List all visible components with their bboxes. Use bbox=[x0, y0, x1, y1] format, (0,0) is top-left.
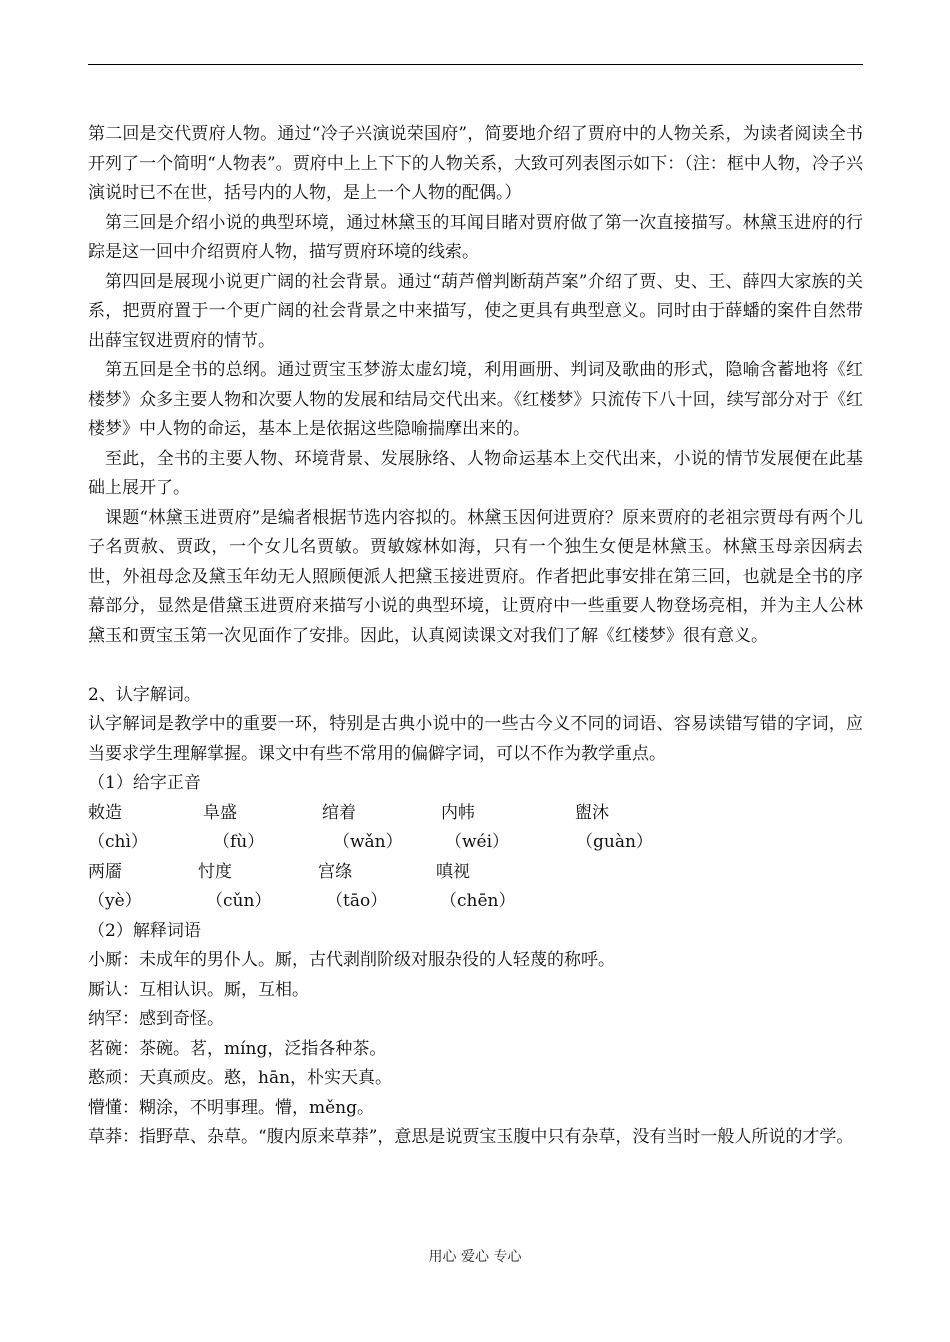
blank-line bbox=[88, 651, 863, 681]
paragraph-chapter5: 第五回是全书的总纲。通过贾宝玉梦游太虚幻境，利用画册、判词及歌曲的形式，隐喻含蓄地将《红楼梦》众多主要人物和次要人物的发展和结局交代出来。《红楼梦》只流传下八十回，续写部分对于《红楼梦》中人物的命运，基本上是依据这些隐喻揣摩出来的。 bbox=[88, 360, 863, 439]
definition-item: 茗碗：茶碗。茗，míng，泛指各种茶。 bbox=[88, 1038, 387, 1059]
pinyin: （wéi） bbox=[445, 832, 510, 852]
word: 敕造 bbox=[88, 802, 122, 823]
word: 嗔视 bbox=[436, 861, 470, 882]
pinyin: （tāo） bbox=[326, 891, 388, 911]
definition-item: 憨顽：天真顽皮。憨，hān，朴实天真。 bbox=[88, 1068, 393, 1088]
section-intro: 认字解词是教学中的重要一环，特别是古典小说中的一些古今义不同的词语、容易读错写错的字词，应当要求学生理解掌握。课文中有些不常用的偏僻字词，可以不作为教学重点。 bbox=[88, 714, 863, 764]
definitions-heading: （2）解释词语 bbox=[88, 920, 201, 941]
word: 两靥 bbox=[88, 861, 122, 882]
paragraph-summary: 至此，全书的主要人物、环境背景、发展脉络、人物命运基本上交代出来，小说的情节发展便在此基础上展开了。 bbox=[88, 448, 863, 498]
pinyin: （wǎn） bbox=[333, 832, 403, 852]
word: 宫绦 bbox=[318, 861, 352, 882]
pronunciation-pinyin-row-1 bbox=[88, 828, 863, 858]
paragraph-chapter3: 第三回是介绍小说的典型环境，通过林黛玉的耳闻目睹对贾府做了第一次直接描写。林黛玉进府的行踪是这一回中介绍贾府人物，描写贾府环境的线索。 bbox=[88, 212, 863, 262]
pronunciation-pinyin-row-2 bbox=[88, 887, 863, 917]
pronunciation-words-row-2 bbox=[88, 858, 863, 888]
definition-item: 厮认：互相认识。厮，互相。 bbox=[88, 979, 309, 1000]
document-body bbox=[88, 120, 863, 1153]
definition-item: 懵懂：糊涂，不明事理。懵，měng。 bbox=[88, 1097, 375, 1118]
definition-item: 草莽：指野草、杂草。“腹内原来草莽”，意思是说贾宝玉腹中只有杂草，没有当时一般人所说的才学。 bbox=[88, 1127, 854, 1147]
word: 阜盛 bbox=[203, 802, 237, 823]
paragraph-chapter4: 第四回是展现小说更广阔的社会背景。通过“葫芦僧判断葫芦案”介绍了贾、史、王、薛四大家族的关系，把贾府置于一个更广阔的社会背景之中来描写，使之更具有典型意义。同时由于薛蟠的案件自然带出薛宝钗进贾府的情节。 bbox=[88, 271, 863, 351]
pinyin: （yè） bbox=[88, 891, 142, 911]
word: 内帏 bbox=[441, 802, 475, 823]
word: 绾着 bbox=[322, 802, 356, 823]
pinyin: （cǔn） bbox=[206, 891, 272, 911]
definition-item: 小厮：未成年的男仆人。厮，古代剥削阶级对服杂役的人轻蔑的称呼。 bbox=[88, 950, 615, 970]
section-heading: 2、认字解词。 bbox=[88, 684, 201, 705]
pronunciation-words-row-1 bbox=[88, 799, 863, 829]
paragraph-chapter2: 第二回是交代贾府人物。通过“冷子兴演说荣国府”，简要地介绍了贾府中的人物关系，为读者阅读全书开列了一个简明“人物表”。贾府中上上下下的人物关系，大致可列表图示如下：（注：框中人物，冷子兴演说时已不在世，括号内的人物，是上一个人物的配偶。） bbox=[88, 124, 863, 203]
pronunciation-heading: （1）给字正音 bbox=[88, 773, 201, 793]
definition-item: 纳罕：感到奇怪。 bbox=[88, 1009, 224, 1029]
page-footer: 用心 爱心 专心 bbox=[428, 1249, 522, 1265]
paragraph-topic: 课题“林黛玉进贾府”是编者根据节选内容拟的。林黛玉因何进贾府？原来贾府的老祖宗贾母有两个儿子名贾赦、贾政，一个女儿名贾敏。贾敏嫁林如海，只有一个独生女便是林黛玉。林黛玉母亲因病去世，外祖母念及黛玉年幼无人照顾便派人把黛玉接进贾府。作者把此事安排在第三回，也就是全书的序幕部分，显然是借黛玉进贾府来描写小说的典型环境，让贾府中一些重要人物登场亮相，并为主人公林黛玉和贾宝玉第一次见面作了安排。因此，认真阅读课文对我们了解《红楼梦》很有意义。 bbox=[88, 507, 863, 646]
header-rule bbox=[88, 64, 863, 65]
pinyin: （chēn） bbox=[440, 891, 516, 911]
pinyin: （chì） bbox=[88, 832, 148, 852]
pinyin: （guàn） bbox=[576, 832, 653, 852]
word: 盥沐 bbox=[575, 802, 609, 823]
pinyin: （fù） bbox=[213, 832, 265, 852]
word: 忖度 bbox=[198, 861, 232, 882]
